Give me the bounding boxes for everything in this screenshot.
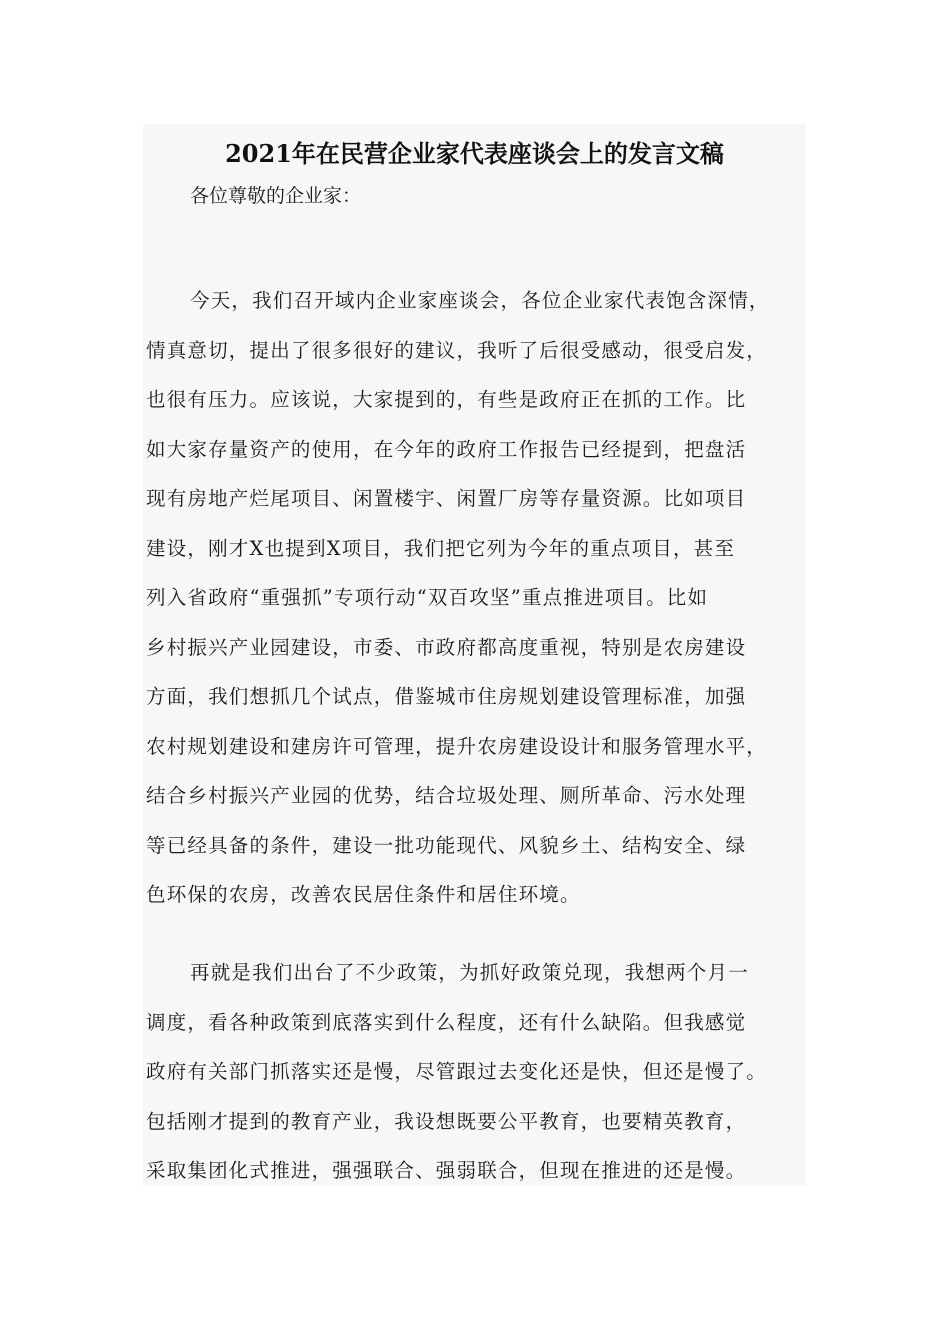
paragraph — [146, 276, 806, 920]
document-title: 2021年在民营企业家代表座谈会上的发言文稿 — [225, 139, 724, 168]
paragraph-line: 包括刚才提到的教育产业，我设想既要公平教育，也要精英教育， — [146, 1109, 747, 1133]
paragraph-line: 方面，我们想抓几个试点，借鉴城市住房规划建设管理标准，加强 — [146, 685, 747, 708]
paragraph-line: 采取集团化式推进，强强联合、强弱联合，但现在推进的还是慢。 — [146, 1159, 747, 1182]
paragraph-line: 今天，我们召开域内企业家座谈会，各位企业家代表饱含深情， — [190, 289, 770, 312]
paragraph — [146, 948, 806, 1196]
paragraph-line: 建设，刚才X也提到X项目，我们把它列为今年的重点项目，甚至 — [146, 536, 736, 560]
paragraph-line: 结合乡村振兴产业园的优势，结合垃圾处理、厕所革命、污水处理 — [146, 784, 747, 807]
paragraph-line: 列入省政府“重强抓”专项行动“双百攻坚”重点推进项目。比如 — [146, 586, 709, 609]
paragraph-line: 再就是我们出台了不少政策，为抓好政策兑现，我想两个月一 — [190, 961, 749, 984]
paragraph-line: 农村规划建设和建房许可管理，提升农房建设设计和服务管理水平， — [146, 734, 768, 758]
paragraph-line: 如大家存量资产的使用，在今年的政府工作报告已经提到，把盘活 — [146, 437, 747, 461]
document-page — [143, 124, 806, 1186]
paragraph-line: 调度，看各种政策到底落实到什么程度，还有什么缺陷。但我感觉 — [146, 1010, 747, 1034]
paragraph-line: 政府有关部门抓落实还是慢，尽管跟过去变化还是快，但还是慢了。 — [146, 1060, 768, 1083]
paragraph-line: 情真意切，提出了很多很好的建议，我听了后很受感动，很受启发， — [146, 338, 768, 362]
salutation: 各位尊敬的企业家： — [190, 185, 362, 207]
paragraph-line: 现有房地产烂尾项目、闲置楼宇、闲置厂房等存量资源。比如项目 — [146, 487, 747, 510]
paragraph-line: 也很有压力。应该说，大家提到的，有些是政府正在抓的工作。比 — [146, 388, 747, 411]
paragraph-line: 乡村振兴产业园建设，市委、市政府都高度重视，特别是农房建设 — [146, 635, 747, 659]
paragraph-line: 等已经具备的条件，建设一批功能现代、风貌乡土、结构安全、绿 — [146, 833, 747, 857]
paragraph-line: 色环保的农房，改善农民居住条件和居住环境。 — [146, 883, 581, 906]
